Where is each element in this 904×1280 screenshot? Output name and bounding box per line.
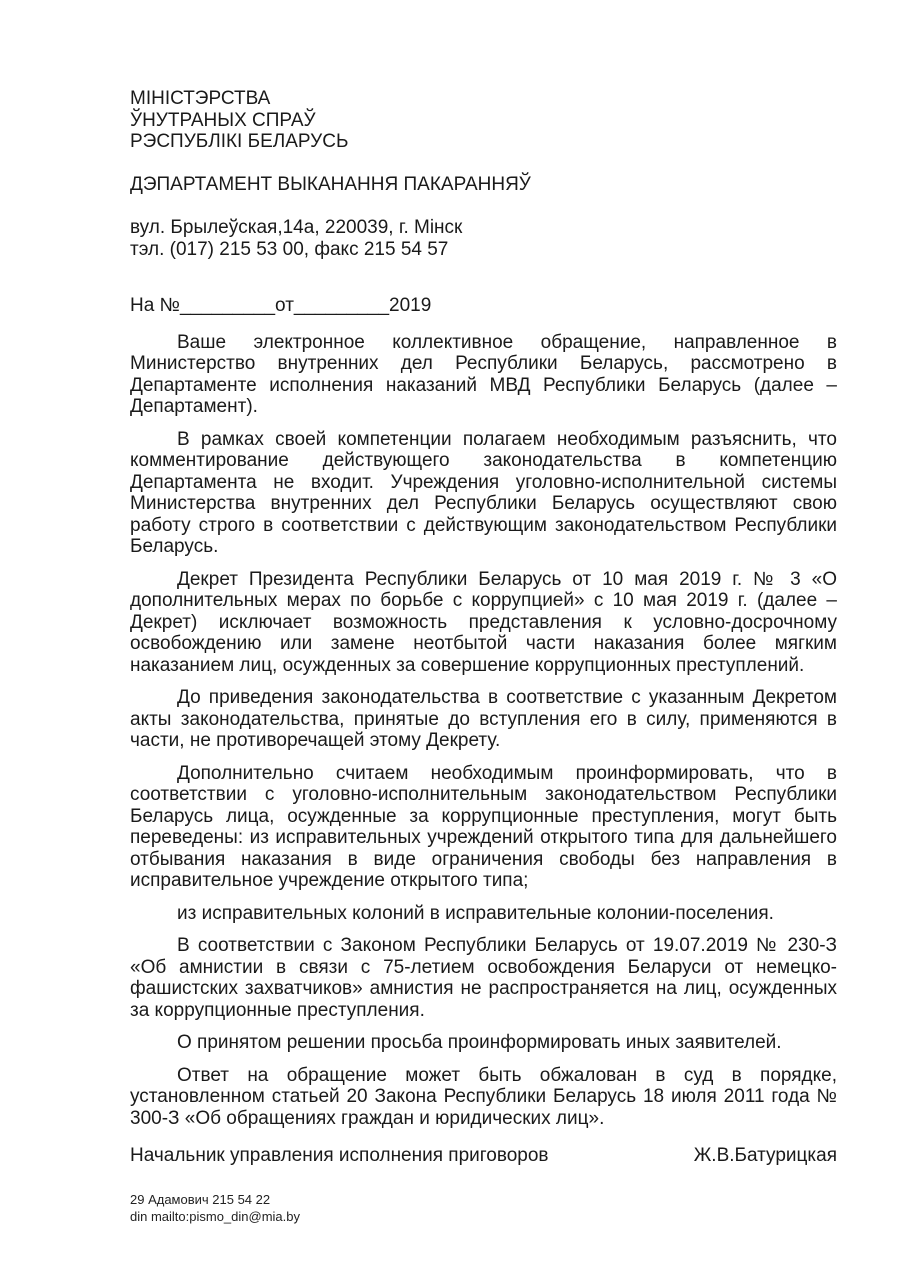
letter-content [130,88,837,1226]
body-paragraph: О принятом решении просьба проинформировать иных заявителей. [177,1032,782,1053]
letterhead-org-block [130,88,837,153]
signer-name: Ж.В.Батурицкая [693,1145,837,1166]
address-line: вул. Брылеўская,14а, 220039, г. Мінск [130,217,463,238]
org-line-republic: РЭСПУБЛІКІ БЕЛАРУСЬ [130,131,349,152]
org-line-ministry: МІНІСТЭРСТВА [130,88,271,109]
signature-row [130,1145,837,1167]
body-paragraph: из исправительных колоний в исправительные колонии-поселения. [177,902,774,924]
signer-title: Начальник управления исполнения приговоров [130,1145,549,1166]
phone-line: тэл. (017) 215 53 00, факс 215 54 57 [130,238,449,260]
body-paragraph: Ответ на обращение может быть обжалован в суд в порядке, установленном статьей 20 Закона Республики Беларусь 18 июля 2011 года № 300-З «Об обращениях граждан и юридических лиц». [130,1064,837,1129]
body-paragraph: Ваше электронное коллективное обращение, направленное в Министерство внутренних дел Республики Беларусь, рассмотрено в Департаменте исполнения наказаний МВД Республики Беларусь (далее – Департамент). [130,331,837,417]
reference-number-line: На №_________от_________2019 [130,295,432,316]
department-name: ДЭПАРТАМЕНТ ВЫКАНАННЯ ПАКАРАННЯЎ [130,173,531,195]
body-paragraph: Дополнительно считаем необходимым проинформировать, что в соответствии с уголовно-исполнительным законодательством Республики Беларусь лица, осужденные за коррупционные преступления, могут быть переведены: из исправительных учреждений открытого типа для дальнейшего отбывания наказания в виде ограничения свободы без направления в исправительное учреждение открытого типа; [130,762,837,891]
body-paragraph: Декрет Президента Республики Беларусь от 10 мая 2019 г. № 3 «О дополнительных мерах по борьбе с коррупцией» с 10 мая 2019 г. (далее – Декрет) исключает возможность представления к условно-досрочному освобождению или замене неотбытой части наказания более мягким наказанием лиц, осужденных за совершение коррупционных преступлений. [130,568,837,676]
body-paragraph: В соответствии с Законом Республики Беларусь от 19.07.2019 № 230-З «Об амнистии в связи с 75-летием освобождения Беларуси от немецко-фашистских захватчиков» амнистия не распространяется на лиц, осужденных за коррупционные преступления. [130,935,837,1021]
footer [130,1191,837,1226]
org-line-internal-affairs: ЎНУТРАНЫХ СПРАЎ [130,109,316,131]
body-paragraph: В рамках своей компетенции полагаем необходимым разъяснить, что комментирование действующего законодательства в компетенцию Департамента не входит. Учреждения уголовно-исполнительной системы Министерства внутренних дел Республики Беларусь осуществляют свою работу строго в соответствии с действующим законодательством Республики Беларусь. [130,428,837,557]
body-paragraph: До приведения законодательства в соответствие с указанным Декретом акты законодательства, принятые до вступления его в силу, применяются в части, не противоречащей этому Декрету. [130,687,837,751]
executor-line: 29 Адамович 215 54 22 [130,1191,271,1207]
email-line: din mailto:pismo_din@mia.by [130,1209,300,1224]
contact-block [130,217,837,260]
letter-body [130,332,837,1130]
